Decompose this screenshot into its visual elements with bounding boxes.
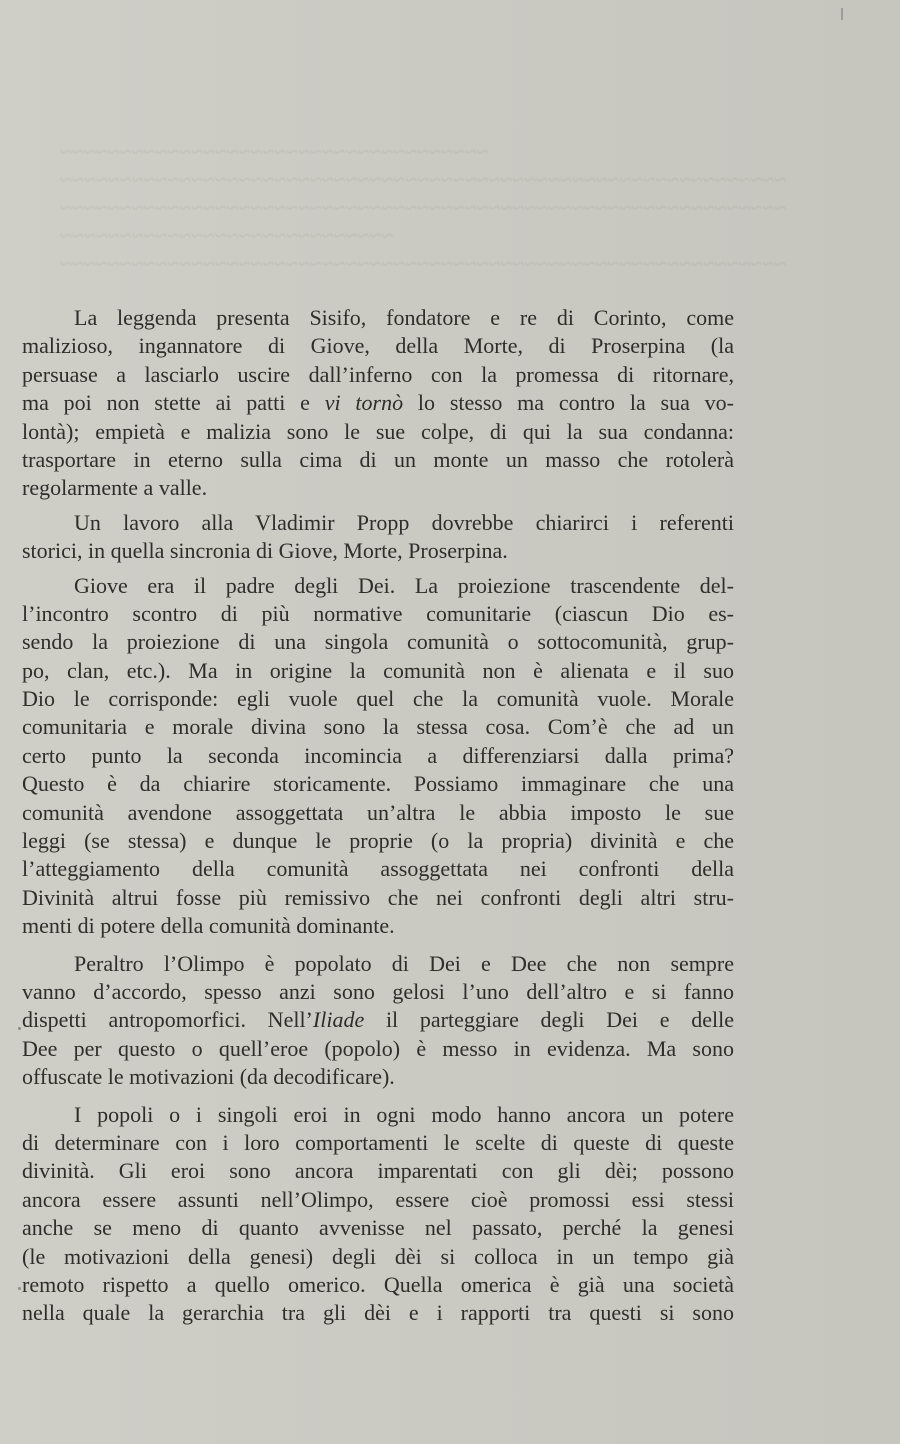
text-line: menti di potere della comunità dominante.: [22, 913, 395, 939]
paper-speck: [18, 1287, 21, 1290]
text-line: nella quale la gerarchia tra gli dèi e i rapporti tra questi si sono: [22, 1300, 734, 1326]
paragraph-2: [22, 509, 734, 566]
text-line: l’atteggiamento della comunità assoggettata nei confronti della: [22, 856, 734, 882]
text-line: offuscate le motivazioni (da decodificare).: [22, 1064, 395, 1090]
italic-title: Iliade: [312, 1007, 365, 1033]
text-line: (le motivazioni della genesi) degli dèi si colloca in un tempo già: [22, 1243, 734, 1269]
text-line: trasportare in eterno sulla cima di un monte un masso che rotolerà: [22, 446, 734, 472]
text-line: persuase a lasciarlo uscire dall’inferno con la promessa di ritornare,: [22, 361, 734, 387]
text-line: La leggenda presenta Sisifo, fondatore e re di Corinto, come: [74, 305, 734, 330]
page-edge-mark: [841, 8, 843, 20]
text-line: ma poi non stette ai patti e vi tornò lo stesso ma contro la sua vo-: [22, 390, 734, 416]
show-through-text-top: ~~~~~~~~~~~~~~~~~~~~~~~~~~~~~~~~~~~~ ~~~~~~~~~~~~~~~~~~~~~~~~~~~~~~~~~~~~~~~~~~~~~~~~~~~~~~~~~~~~~ ~~~~~~~~~~~~~~~~~~~~~~~~~~~~~~~~~~~~~~~~~~~~~~~~~~~~~~~~~~~~~ ~~~~~~~~~~~~~~~~~~~~~~~~~~~~ ~~~~~~~~~~~~~~~~~~~~~~~~~~~~~~~~~~~~~~~~~~~~~~~~~~~~~~~~~~~~~: [60, 139, 787, 276]
text-line: Divinità altrui fosse più remissivo che nei confronti degli altri stru-: [22, 884, 734, 910]
text-line: Un lavoro alla Vladimir Propp dovrebbe chiarirci i referenti: [74, 509, 734, 535]
text-line: comunitaria e morale divina sono la stessa cosa. Com’è che ad un: [22, 714, 734, 740]
text-line: dispetti antropomorfici. Nell’Iliade il parteggiare degli Dei e delle: [22, 1007, 734, 1033]
text-line: storici, in quella sincronia di Giove, Morte, Proserpina.: [22, 538, 508, 564]
text-line: divinità. Gli eroi sono ancora imparentati con gli dèi; possono: [22, 1158, 734, 1184]
text-line: di determinare con i loro comportamenti le scelte di queste di queste: [22, 1129, 734, 1155]
text-line: Giove era il padre degli Dei. La proiezione trascendente del-: [74, 572, 734, 598]
text-line: po, clan, etc.). Ma in origine la comunità non è alienata e il suo: [22, 657, 734, 683]
paragraph-1: [22, 304, 734, 503]
text-line: certo punto la seconda incomincia a differenziarsi dalla prima?: [22, 742, 734, 768]
text-line: Peraltro l’Olimpo è popolato di Dei e Dee che non sempre: [74, 950, 734, 976]
text-line: regolarmente a valle.: [22, 475, 208, 501]
text-line: anche se meno di quanto avvenisse nel passato, perché la genesi: [22, 1215, 734, 1241]
paragraph-4: [22, 950, 734, 1092]
paper-speck: [18, 1027, 21, 1030]
text-line: lontà); empietà e malizia sono le sue colpe, di qui la sua condanna:: [22, 418, 734, 444]
text-line: l’incontro scontro di più normative comunitarie (ciascun Dio es-: [22, 600, 734, 626]
text-line: leggi (se stessa) e dunque le proprie (o la propria) divinità e che: [22, 828, 734, 854]
body-text: [22, 304, 734, 1328]
text-line: sendo la proiezione di una singola comunità o sottocomunità, grup-: [22, 629, 734, 655]
paragraph-3: [22, 572, 734, 941]
text-line: Dee per questo o quell’eroe (popolo) è messo in evidenza. Ma sono: [22, 1035, 734, 1061]
text-line: ancora essere assunti nell’Olimpo, essere cioè promossi essi stessi: [22, 1186, 734, 1212]
text-line: Questo è da chiarire storicamente. Possiamo immaginare che una: [22, 771, 734, 797]
text-line: I popoli o i singoli eroi in ogni modo hanno ancora un potere: [74, 1101, 734, 1127]
italic-phrase: vi tornò: [324, 390, 404, 416]
text-line: remoto rispetto a quello omerico. Quella omerica è già una società: [22, 1271, 734, 1297]
text-line: vanno d’accordo, spesso anzi sono gelosi l’uno dell’altro e si fanno: [22, 978, 734, 1004]
paragraph-5: [22, 1101, 734, 1328]
text-line: Dio le corrisponde: egli vuole quel che la comunità vuole. Morale: [22, 686, 734, 712]
text-line: comunità avendone assoggettata un’altra le abbia imposto le sue: [22, 799, 734, 825]
text-line: malizioso, ingannatore di Giove, della Morte, di Proserpina (la: [22, 333, 734, 359]
